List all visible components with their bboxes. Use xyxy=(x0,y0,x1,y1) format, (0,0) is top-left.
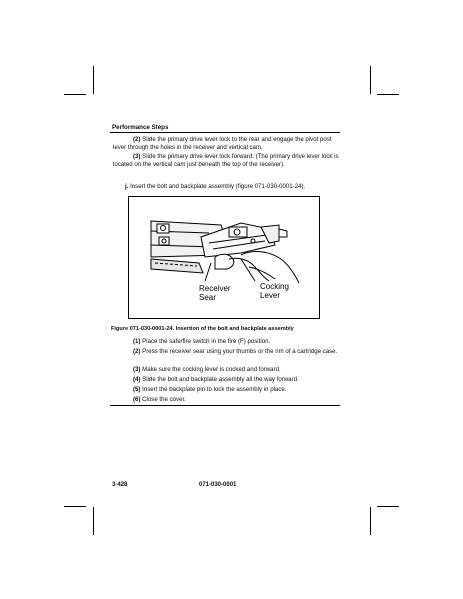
crop-mark-top-left-v xyxy=(93,66,94,94)
step-body: Insert the backplate pin to lock the assembly in place. xyxy=(142,386,287,393)
step-body: Press the receiver sear using your thumbs or the rim of a cartridge case. xyxy=(142,348,338,355)
page-number: 3-428 xyxy=(112,482,128,488)
crop-mark-bottom-right-h xyxy=(377,506,399,507)
receiver-sear-callout: Receiver Sear xyxy=(199,284,231,302)
section-end-rule xyxy=(110,405,340,406)
step-body: Close the cover. xyxy=(142,396,186,403)
crop-mark-top-right-v xyxy=(370,66,371,94)
step-text xyxy=(113,348,339,356)
step-text xyxy=(113,376,339,384)
step-text xyxy=(113,136,339,152)
step-number: (4) xyxy=(133,376,141,383)
figure-caption: Figure 071-030-0001-24. Insertion of the bolt and backplate assembly xyxy=(111,326,294,332)
step-body: Slide the primary drive lever lock to the rear and engage the pivot post lever through the holes in the receiver and vertical cam. xyxy=(113,136,332,152)
task-number: 071-030-0001 xyxy=(199,482,237,488)
step-text xyxy=(113,183,339,191)
step-body: Insert the bolt and backplate assembly (figure 071-030-0001-24). xyxy=(130,183,306,190)
cocking-lever-callout: Cocking Lever xyxy=(260,282,289,300)
crop-mark-bottom-right-v xyxy=(370,507,371,535)
header-rule xyxy=(110,132,340,133)
step-text xyxy=(113,366,339,374)
step-number: (5) xyxy=(133,386,141,393)
step-number: (2) xyxy=(133,348,141,355)
step-number: (1) xyxy=(133,338,141,345)
step-number: (6) xyxy=(133,396,141,403)
section-title: Performance Steps xyxy=(112,124,169,131)
step-text xyxy=(113,396,339,404)
step-text xyxy=(113,338,339,346)
step-number: j. xyxy=(125,183,129,190)
crop-mark-bottom-left-h xyxy=(64,506,86,507)
crop-mark-top-right-h xyxy=(377,94,399,95)
step-number: (3) xyxy=(133,366,141,373)
step-number: (3) xyxy=(133,153,141,160)
step-text xyxy=(113,153,339,169)
step-number: (2) xyxy=(133,136,141,143)
step-body: Make sure the cocking lever is cocked and forward. xyxy=(142,366,281,373)
step-text xyxy=(113,386,339,394)
step-body: Slide the bolt and backplate assembly all the way forward. xyxy=(142,376,299,383)
crop-mark-bottom-left-v xyxy=(93,507,94,535)
figure-illustration xyxy=(128,196,320,319)
step-body: Place the safe/fire switch in the fire (F) position. xyxy=(142,338,271,345)
crop-mark-top-left-h xyxy=(64,94,86,95)
step-body: Slide the primary drive lever lock forward. (The primary drive lever lock is located on the vertical cam just beneath the top of the receiver). xyxy=(113,153,339,169)
